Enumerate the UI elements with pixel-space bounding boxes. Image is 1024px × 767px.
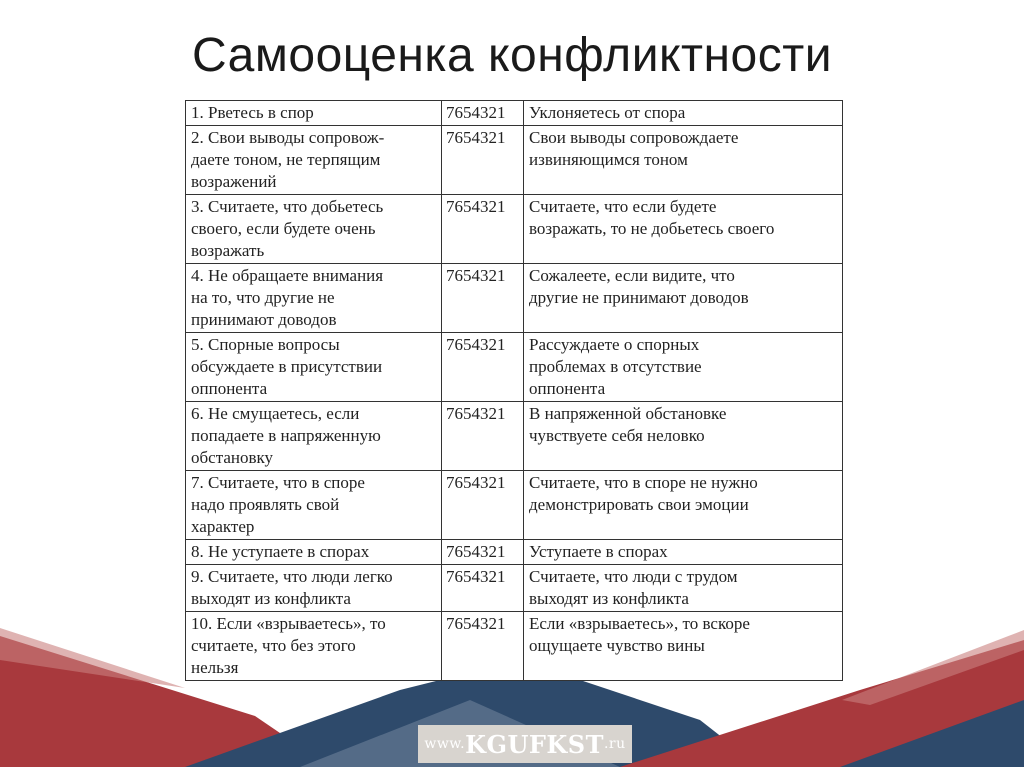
row-right-cell: Если «взрываетесь», то вскоре ощущаете чувство вины <box>524 612 843 681</box>
row-left-cell: 7. Считаете, что в споре надо проявлять свой характер <box>186 471 442 540</box>
row-right-cell: Уклоняетесь от спора <box>524 101 843 126</box>
brand-name: KGUFKST <box>465 729 604 759</box>
row-left-cell: 9. Считаете, что люди легко выходят из конфликта <box>186 565 442 612</box>
row-scale-cell: 7654321 <box>442 333 524 402</box>
table-row <box>186 612 843 681</box>
row-right-cell: Считаете, что если будете возражать, то не добьетесь своего <box>524 195 843 264</box>
row-left-cell: 3. Считаете, что добьетесь своего, если будете очень возражать <box>186 195 442 264</box>
row-scale-cell: 7654321 <box>442 264 524 333</box>
table-row <box>186 540 843 565</box>
table-row <box>186 471 843 540</box>
row-right-cell: Уступаете в спорах <box>524 540 843 565</box>
row-scale-cell: 7654321 <box>442 540 524 565</box>
table-row <box>186 195 843 264</box>
row-scale-cell: 7654321 <box>442 471 524 540</box>
row-left-cell: 4. Не обращаете внимания на то, что другие не принимают доводов <box>186 264 442 333</box>
row-scale-cell: 7654321 <box>442 402 524 471</box>
table-row <box>186 101 843 126</box>
table-row <box>186 333 843 402</box>
row-right-cell: Рассуждаете о спорных проблемах в отсутствие оппонента <box>524 333 843 402</box>
row-scale-cell: 7654321 <box>442 101 524 126</box>
table-row <box>186 565 843 612</box>
conflict-table <box>185 100 843 681</box>
row-scale-cell: 7654321 <box>442 126 524 195</box>
site-brand-badge[interactable] <box>418 725 632 763</box>
row-right-cell: Сожалеете, если видите, что другие не принимают доводов <box>524 264 843 333</box>
row-right-cell: Свои выводы сопровождаете извиняющимся тоном <box>524 126 843 195</box>
table-row <box>186 402 843 471</box>
row-left-cell: 2. Свои выводы сопровож- даете тоном, не терпящим возражений <box>186 126 442 195</box>
row-left-cell: 6. Не смущаетесь, если попадаете в напряженную обстановку <box>186 402 442 471</box>
brand-prefix: www. <box>424 736 466 752</box>
brand-suffix: .ru <box>603 736 626 752</box>
row-right-cell: В напряженной обстановке чувствуете себя неловко <box>524 402 843 471</box>
row-scale-cell: 7654321 <box>442 565 524 612</box>
table-row <box>186 264 843 333</box>
row-scale-cell: 7654321 <box>442 612 524 681</box>
table-row <box>186 126 843 195</box>
row-scale-cell: 7654321 <box>442 195 524 264</box>
row-right-cell: Считаете, что люди с трудом выходят из конфликта <box>524 565 843 612</box>
row-right-cell: Считаете, что в споре не нужно демонстрировать свои эмоции <box>524 471 843 540</box>
page-title: Самооценка конфликтности <box>191 29 833 82</box>
row-left-cell: 1. Рветесь в спор <box>186 101 442 126</box>
row-left-cell: 5. Спорные вопросы обсуждаете в присутствии оппонента <box>186 333 442 402</box>
row-left-cell: 8. Не уступаете в спорах <box>186 540 442 565</box>
row-left-cell: 10. Если «взрываетесь», то считаете, что без этого нельзя <box>186 612 442 681</box>
